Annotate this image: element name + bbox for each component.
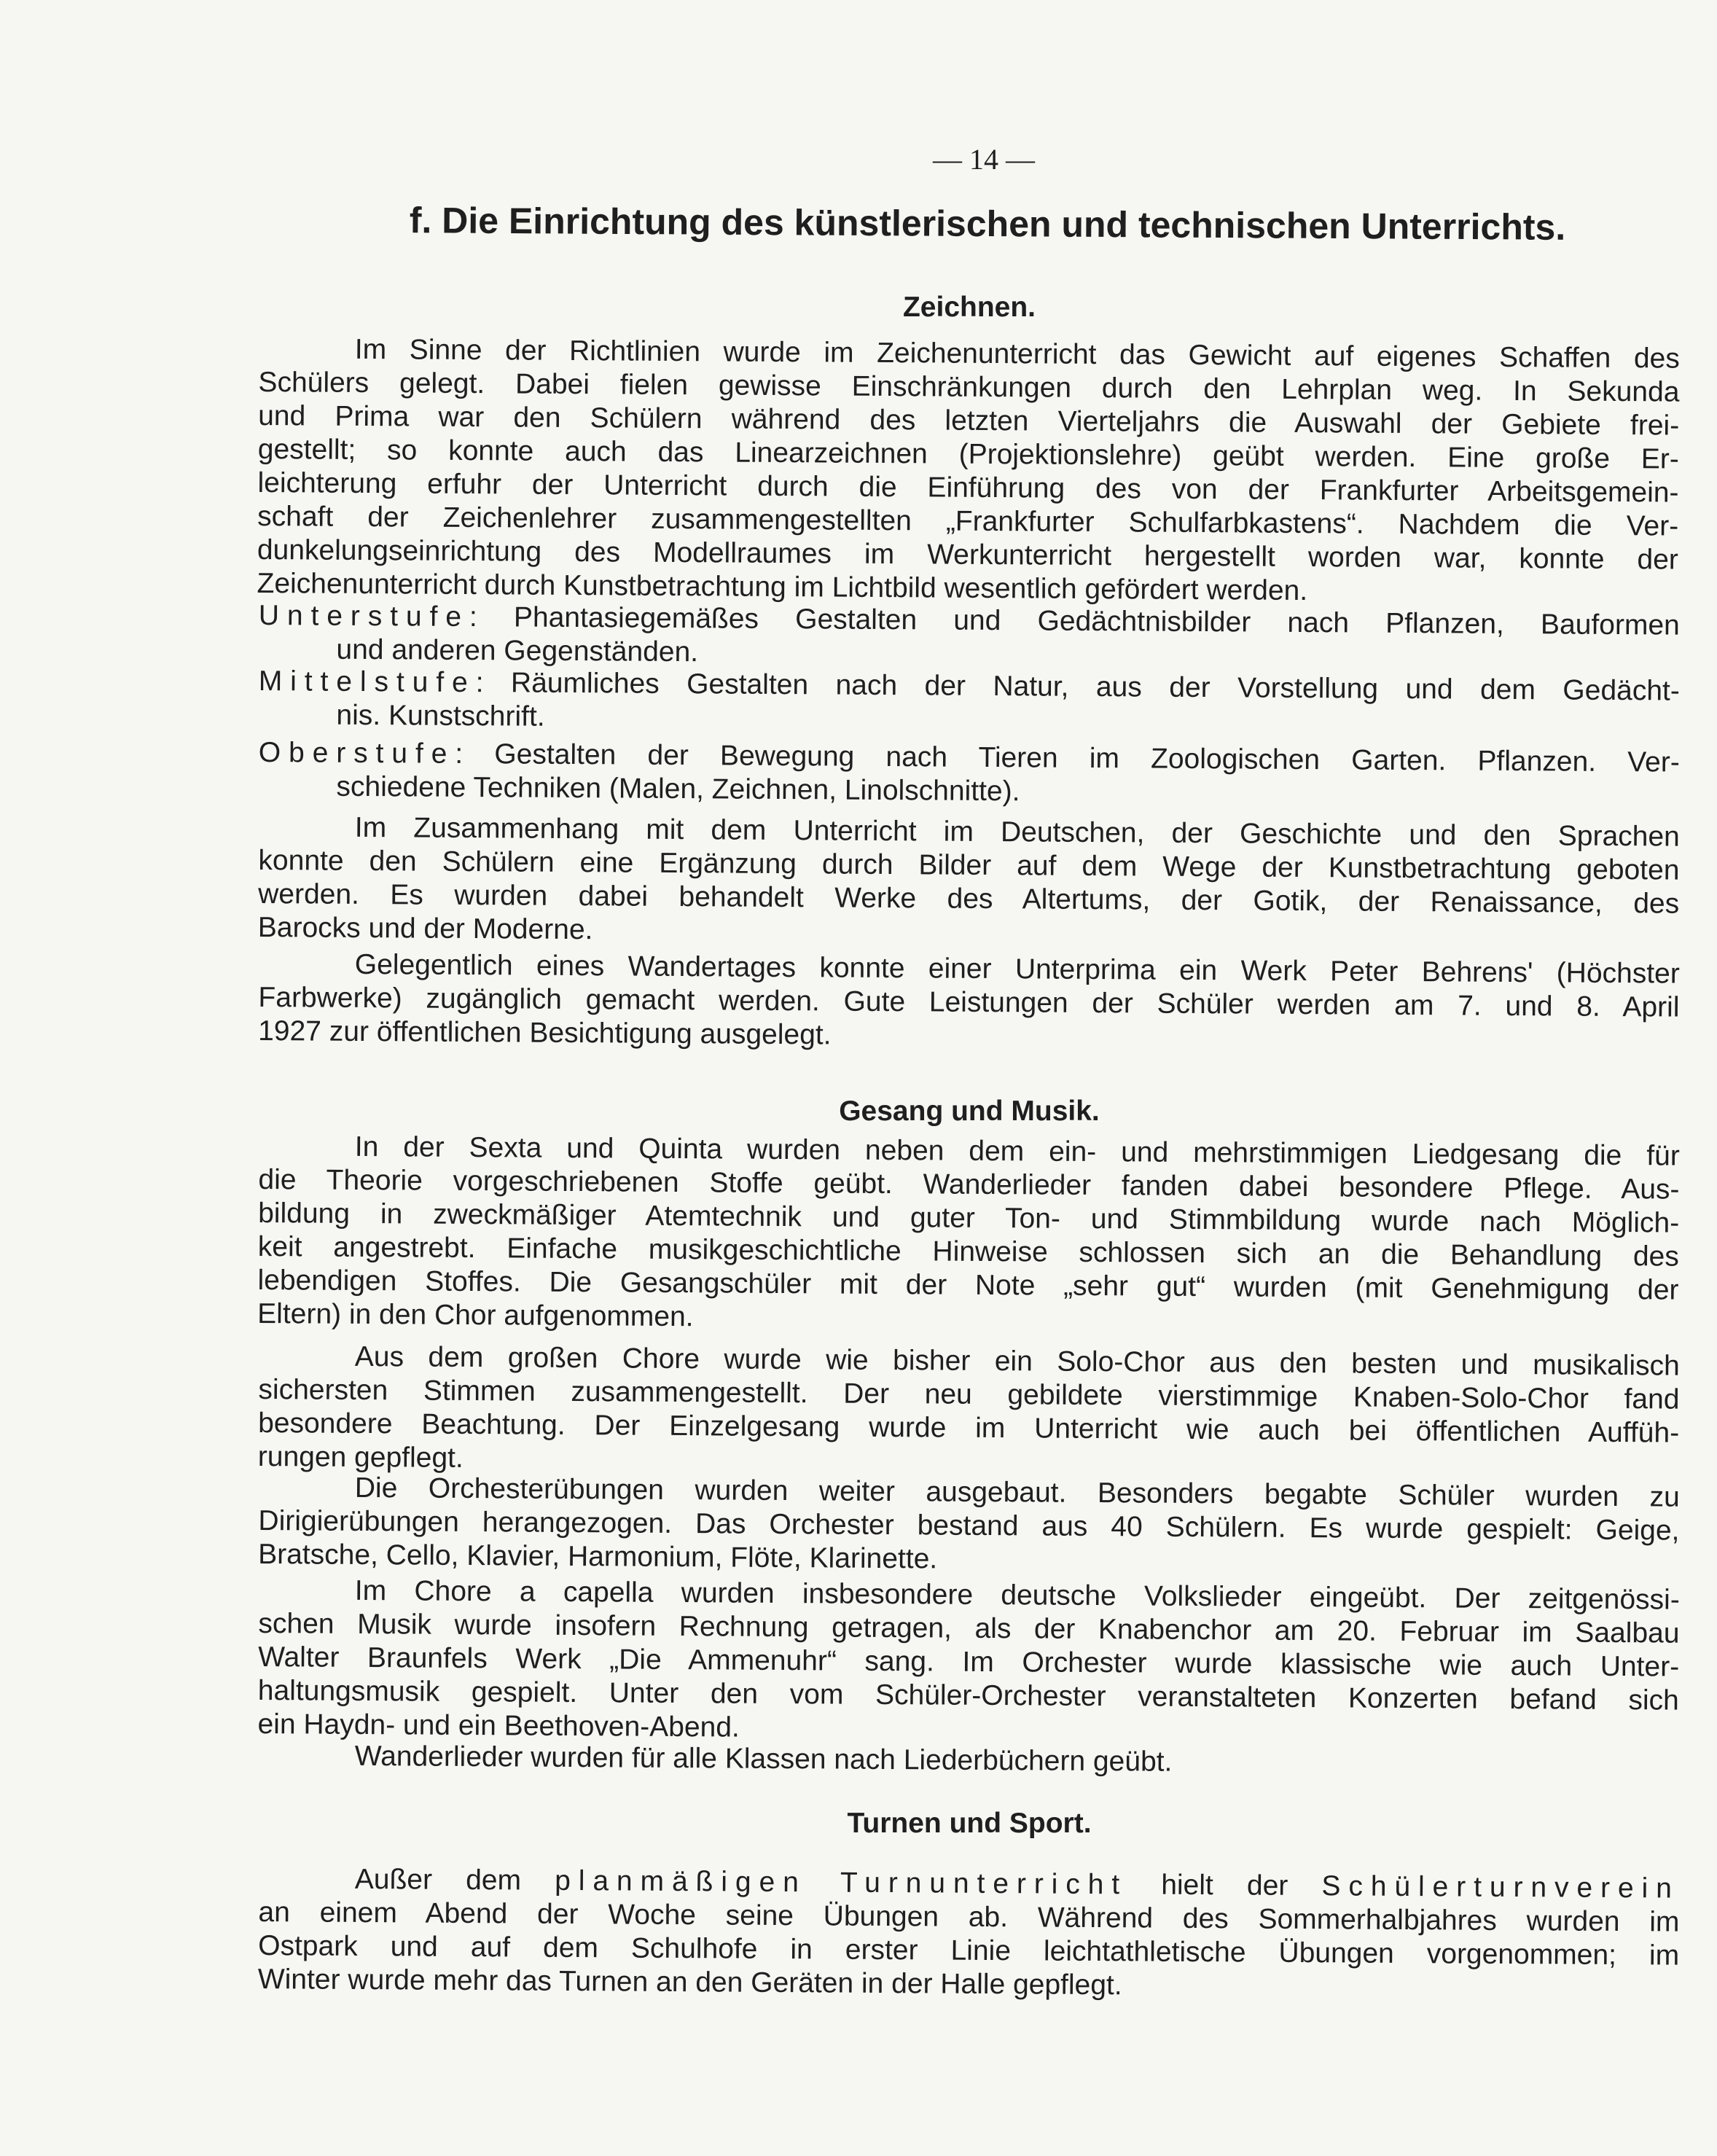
- chapter-title: f. Die Einrichtung des künstlerischen und technischen Unterrichts.: [409, 200, 1566, 248]
- text-line: Dirigierübungen herangezogen. Das Orchester bestand aus 40 Schülern. Es wurde gespielt: Geige,: [258, 1504, 1680, 1547]
- text-line: lebendigen Stoffes. Die Gesangschüler mit der Note „sehr gut“ wurden (mit Genehmigung der: [257, 1264, 1679, 1306]
- text-line: bildung in zweckmäßiger Atemtechnik und guter Ton- und Stimmbildung wurde nach Möglich-: [258, 1197, 1680, 1239]
- spaced-emphasis: Turnunterricht: [840, 1867, 1128, 1901]
- text-segment: [807, 1867, 840, 1898]
- text-line: Die Orchesterübungen wurden weiter ausgebaut. Besonders begabte Schüler wurden zu: [354, 1472, 1680, 1513]
- paragraph: [257, 1130, 1680, 1341]
- spaced-emphasis: Unterstufe: [258, 600, 470, 633]
- paragraph: [258, 1862, 1680, 2007]
- section-heading: Gesang und Musik.: [839, 1095, 1100, 1127]
- text-line: Ostpark und auf dem Schulhofe in erster Linie leichtathletische Übungen vorgenommen; im: [258, 1929, 1680, 1972]
- paragraph: [257, 1574, 1680, 1751]
- text-segment: : Phantasiegemäßes Gestalten und Gedächtnisbilder nach Pflanzen, Bauformen: [469, 601, 1680, 641]
- text-line: Bratsche, Cello, Klavier, Harmonium, Flöte, Klarinette.: [258, 1538, 938, 1575]
- text-line: 1927 zur öffentlichen Besichtigung ausgelegt.: [258, 1015, 832, 1051]
- curriculum-item: [258, 599, 1680, 676]
- section-heading: Turnen und Sport.: [847, 1808, 1092, 1839]
- text-line: schaft der Zeichenlehrer zusammengestellten „Frankfurter Schulfarbkastens“. Nachdem die Ver-: [257, 500, 1679, 542]
- curriculum-item: [258, 736, 1680, 813]
- text-line: dunkelungseinrichtung des Modellraumes im Werkunterricht hergestellt worden war, konnte der: [257, 534, 1679, 576]
- text-line: Farbwerke) zugänglich gemacht werden. Gute Leistungen der Schüler werden am 7. und 8. April: [258, 981, 1680, 1023]
- paragraph: [258, 1471, 1680, 1582]
- text-line: Wanderlieder wurden für alle Klassen nach Liederbüchern geübt.: [354, 1740, 1173, 1778]
- text-line: Barocks und der Moderne.: [257, 911, 593, 946]
- text-line: haltungsmusik gespielt. Unter den vom Schüler-Orchester veranstalteten Konzerten befand sich: [257, 1674, 1679, 1716]
- text-line: keit angestrebt. Einfache musikgeschichtliche Hinweise schlossen sich an die Behandlung des: [257, 1230, 1679, 1273]
- text-line: Walter Braunfels Werk „Die Ammenuhr“ sang. Im Orchester wurde klassische wie auch Unter-: [258, 1641, 1680, 1683]
- text-line: sichersten Stimmen zusammengestellt. Der neu gebildete vierstimmige Knaben-Solo-Chor fand: [258, 1373, 1680, 1415]
- paragraph: [257, 332, 1680, 611]
- paragraph: [258, 811, 1680, 955]
- curriculum-item: [258, 665, 1680, 742]
- text-line: Aus dem großen Chore wurde wie bisher ein Solo-Chor aus den besten und musikalisch: [354, 1340, 1680, 1382]
- spaced-emphasis: Schülerturnverein: [1321, 1870, 1680, 1905]
- text-line: an einem Abend der Woche seine Übungen ab. Während des Sommerhalbjahres wurden im: [258, 1896, 1680, 1938]
- text-line: Im Zusammenhang mit dem Unterricht im Deutschen, der Geschichte und den Sprachen: [354, 811, 1680, 853]
- text-segment: hielt der: [1127, 1869, 1322, 1902]
- section-heading: Zeichnen.: [902, 292, 1036, 323]
- text-line: leichterung erfuhr der Unterricht durch die Einführung des von der Frankfurter Arbeitsgemein-: [257, 466, 1679, 509]
- text-line: Zeichenunterricht durch Kunstbetrachtung im Lichtbild wesentlich gefördert werden.: [257, 567, 1308, 607]
- text-segment: Außer dem: [354, 1863, 555, 1897]
- spaced-emphasis: planmäßigen: [555, 1864, 807, 1899]
- text-line: und anderen Gegenständen.: [336, 633, 699, 668]
- text-line: konnte den Schülern eine Ergänzung durch Bilder auf dem Wege der Kunstbetrachtung geboten: [258, 844, 1680, 886]
- text-line: nis. Kunstschrift.: [336, 699, 545, 733]
- spaced-emphasis: Mittelstufe: [258, 665, 476, 699]
- text-segment: : Gestalten der Bewegung nach Tieren im Zoologischen Garten. Pflanzen. Ver-: [455, 738, 1680, 778]
- text-line: die Theorie vorgeschriebenen Stoffe geübt. Wanderlieder fanden dabei besondere Pflege. Aus-: [258, 1163, 1680, 1206]
- text-line: Im Chore a capella wurden insbesondere deutsche Volkslieder eingeübt. Der zeitgenössi-: [354, 1574, 1680, 1616]
- paragraph: [258, 1340, 1680, 1484]
- text-line: Gelegentlich eines Wandertages konnte einer Unterprima ein Werk Peter Behrens' (Höchster: [354, 948, 1680, 990]
- text-line: besondere Beachtung. Der Einzelgesang wurde im Unterricht wie auch bei öffentlichen Auffüh-: [258, 1407, 1680, 1449]
- text-line: schiedene Techniken (Malen, Zeichnen, Linolschnitte).: [336, 770, 1020, 808]
- text-line: werden. Es wurden dabei behandelt Werke des Altertums, der Gotik, der Renaissance, des: [258, 878, 1680, 920]
- text-line: Eltern) in den Chor aufgenommen.: [257, 1297, 694, 1333]
- text-line: Im Sinne der Richtlinien wurde im Zeichenunterricht das Gewicht auf eigenes Schaffen des: [354, 333, 1680, 375]
- spaced-emphasis: Oberstufe: [258, 737, 455, 770]
- text-line: In der Sexta und Quinta wurden neben dem ein- und mehrstimmigen Liedgesang die für: [354, 1130, 1680, 1172]
- text-line: schen Musik wurde insofern Rechnung getragen, als der Knabenchor am 20. Februar im Saalbau: [258, 1607, 1680, 1649]
- text-line: rungen gepflegt.: [257, 1440, 464, 1474]
- text-line: Winter wurde mehr das Turnen an den Geräten in der Halle gepflegt.: [257, 1963, 1122, 2001]
- text-line: Schülers gelegt. Dabei fielen gewisse Einschränkungen durch den Lehrplan weg. In Sekunda: [258, 366, 1680, 408]
- text-line: gestellt; so konnte auch das Linearzeichnen (Projektionslehre) geübt werden. Eine große Er-: [257, 433, 1679, 475]
- text-segment: : Räumliches Gestalten nach der Natur, aus der Vorstellung und dem Gedächt-: [475, 667, 1680, 707]
- page-number: — 14 —: [933, 143, 1035, 176]
- paragraph: [258, 948, 1680, 1058]
- text-line: ein Haydn- und ein Beethoven-Abend.: [257, 1708, 740, 1743]
- text-line: und Prima war den Schülern während des letzten Vierteljahrs die Auswahl der Gebiete frei-: [258, 399, 1680, 442]
